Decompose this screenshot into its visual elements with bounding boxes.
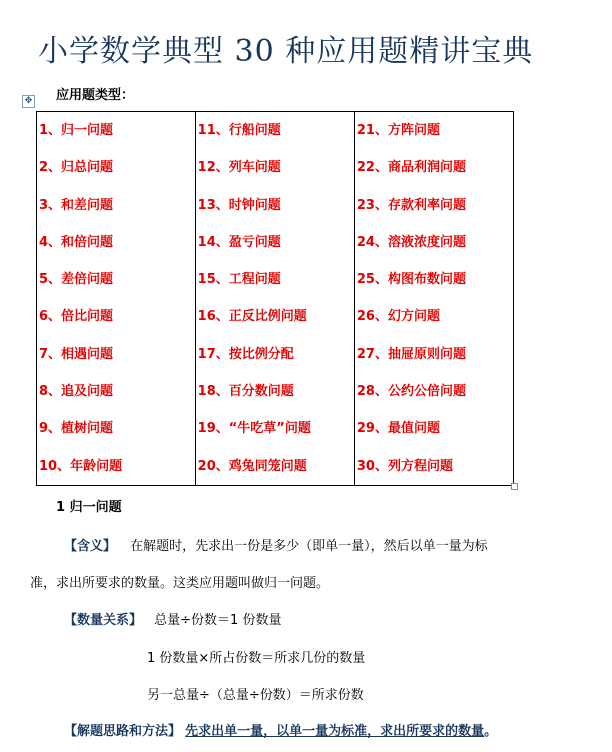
list-item: 17、按比例分配 [197, 346, 294, 362]
method-text: 先求出单一量，以单一量为标准，求出所要求的数量 [185, 724, 485, 739]
list-item: 1、归一问题 [39, 123, 114, 138]
list-item: 26、幻方问题 [356, 309, 440, 325]
list-item: 27、抽屉原则问题 [356, 346, 466, 362]
list-item: 11、行船问题 [197, 123, 281, 138]
list-item: 28、公约公倍问题 [356, 384, 466, 400]
list-item: 23、存款利率问题 [356, 197, 466, 213]
method-label: 【解题思路和方法】 [64, 724, 182, 739]
table-column-1 [37, 112, 196, 486]
list-item: 4、和倍问题 [39, 234, 114, 250]
list-item: 16、正反比例问题 [197, 309, 307, 325]
types-label: 应用题类型： [56, 88, 135, 103]
relation-formula-3: 另一总量÷（总量÷份数）＝所求份数 [147, 688, 364, 703]
list-item: 12、列车问题 [197, 160, 281, 176]
method-paragraph [64, 720, 497, 739]
list-item: 2、归总问题 [39, 160, 114, 176]
table-column-2 [195, 112, 354, 486]
list-item: 15、工程问题 [197, 272, 281, 288]
list-item: 22、商品利润问题 [356, 160, 466, 176]
method-end: 。 [484, 724, 498, 739]
meaning-paragraph [64, 535, 488, 554]
list-item: 20、鸡兔同笼问题 [197, 458, 307, 474]
list-item: 6、倍比问题 [39, 309, 114, 325]
list-item: 30、列方程问题 [356, 458, 453, 474]
list-item: 19、“牛吃草”问题 [197, 421, 311, 437]
meaning-text-line1: 在解题时，先求出一份是多少（即单一量），然后以单一量为标 [130, 539, 488, 554]
problem-types-table [36, 111, 514, 486]
page-title: 小学数学典型 30 种应用题精讲宝典 [38, 34, 534, 69]
list-item: 7、相遇问题 [39, 346, 114, 362]
table-move-handle-icon[interactable]: ✥ [22, 95, 35, 108]
list-item: 9、植树问题 [39, 421, 114, 437]
list-item: 21、方阵问题 [356, 123, 440, 138]
list-item: 13、时钟问题 [197, 197, 281, 213]
relation-label: 【数量关系】 [64, 613, 143, 628]
relation-formula-1: 总量÷份数＝1 份数量 [154, 613, 282, 628]
list-item: 10、年龄问题 [39, 458, 123, 474]
section-heading: 1 归一问题 [56, 500, 122, 515]
list-item: 18、百分数问题 [197, 384, 294, 400]
list-item: 5、差倍问题 [39, 272, 114, 288]
meaning-text-line2: 准，求出所要求的数量。这类应用题叫做归一问题。 [30, 576, 330, 591]
list-item: 29、最值问题 [356, 421, 440, 437]
relation-formula-2: 1 份数量×所占份数＝所求几份的数量 [147, 651, 366, 666]
list-item: 3、和差问题 [39, 197, 114, 213]
relation-row-1 [64, 609, 281, 628]
list-item: 24、溶液浓度问题 [356, 234, 466, 250]
list-item: 14、盈亏问题 [197, 234, 281, 250]
meaning-label: 【含义】 [64, 539, 117, 554]
table-resize-handle[interactable] [511, 483, 518, 490]
table-column-3 [354, 112, 513, 486]
list-item: 25、构图布数问题 [356, 272, 466, 288]
list-item: 8、追及问题 [39, 384, 114, 400]
